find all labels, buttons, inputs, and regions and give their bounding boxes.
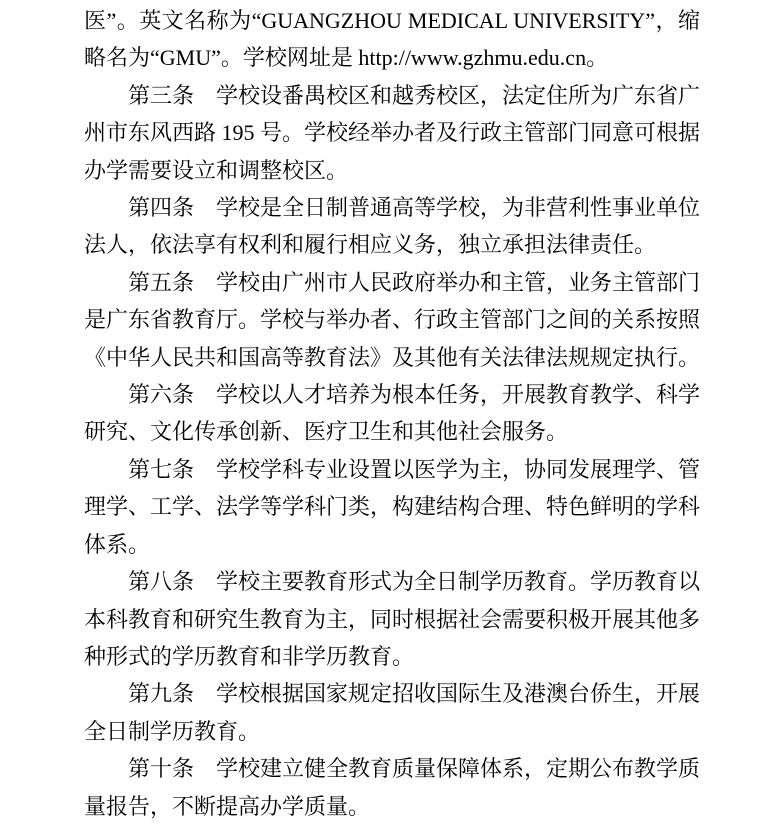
paragraph: 第九条 学校根据国家规定招收国际生及港澳台侨生，开展全日制学历教育。 [84,681,701,744]
paragraph: 第三条 学校设番禺校区和越秀校区，法定住所为广东省广州市东风西路 195 号。学校经举办者及行政主管部门同意可根据办学需要设立和调整校区。 [84,82,701,183]
paragraph: 医”。英文名称为“GUANGZHOU MEDICAL UNIVERSITY”，缩略名为“GMU”。学校网址是 http://www.gzhmu.edu.cn。 [84,8,700,71]
paragraph: 第五条 学校由广州市人民政府举办和主管，业务主管部门是广东省教育厅。学校与举办者、行政主管部门之间的关系按照《中华人民共和国高等教育法》及其他有关法律法规规定执行。 [84,269,701,370]
paragraph: 第八条 学校主要教育形式为全日制学历教育。学历教育以本科教育和研究生教育为主，同时根据社会需要积极开展其他多种形式的学历教育和非学历教育。 [84,569,701,669]
paragraph: 第六条 学校以人才培养为根本任务，开展教育教学、科学研究、文化传承创新、医疗卫生和其他社会服务。 [84,382,701,445]
paragraph: 第四条 学校是全日制普通高等学校，为非营利性事业单位法人，依法享有权利和履行相应义务，独立承担法律责任。 [84,195,701,258]
paragraph: 第十条 学校建立健全教育质量保障体系，定期公布教学质量报告，不断提高办学质量。 [84,756,701,819]
paragraph: 第七条 学校学科专业设置以医学为主，协同发展理学、管理学、工学、法学等学科门类，构建结构合理、特色鲜明的学科体系。 [84,456,701,557]
